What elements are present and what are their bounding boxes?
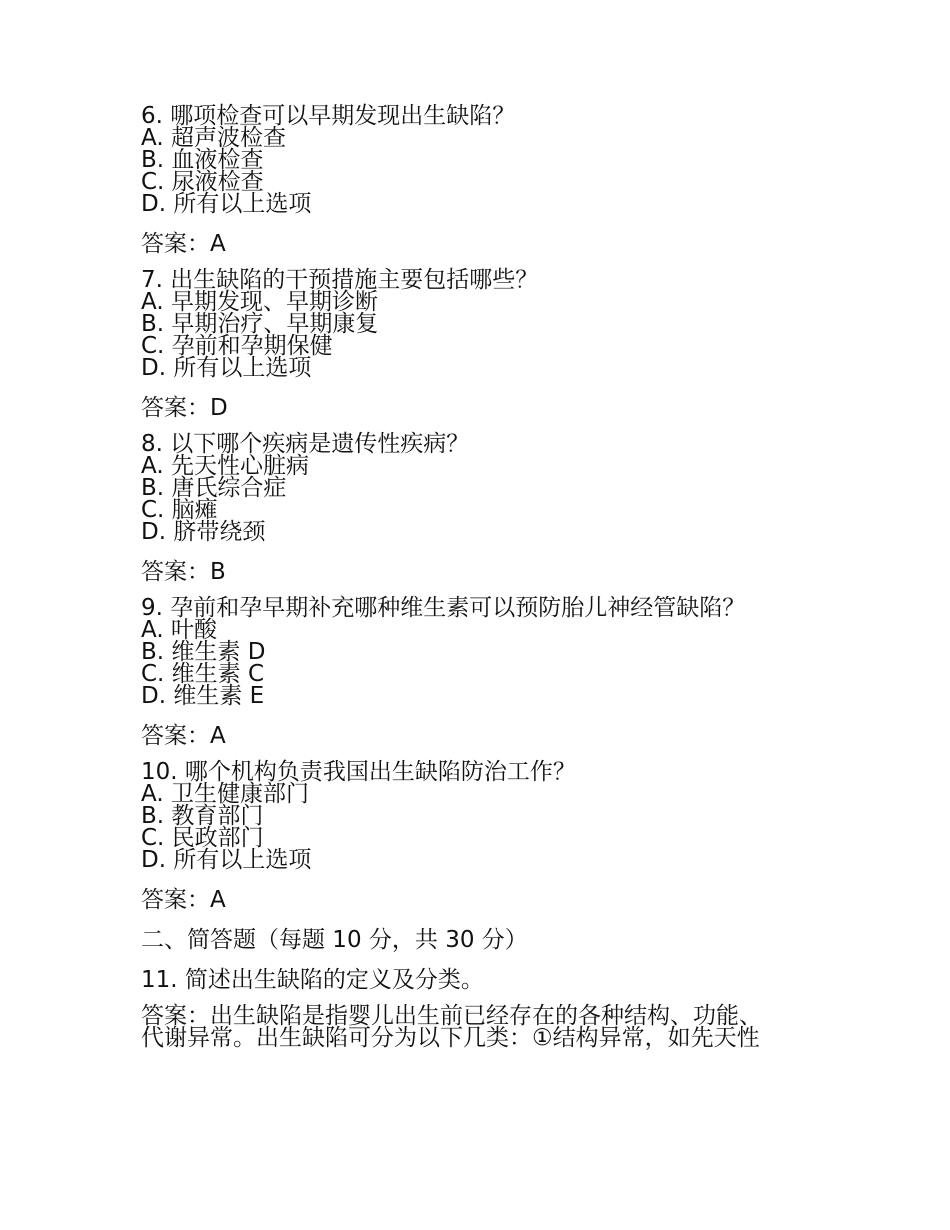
question-8	[141, 433, 841, 587]
option-c: C. 维生素 C	[141, 661, 265, 687]
answer-line: 答案：A	[141, 723, 226, 749]
short-answer-question: 11. 简述出生缺陷的定义及分类。	[141, 967, 484, 993]
option-d: D. 维生素 E	[141, 683, 265, 709]
option-c: C. 脑瘫	[141, 497, 218, 523]
question-10	[141, 761, 841, 915]
answer-paragraph-line: 代谢异常。出生缺陷可分为以下几类：①结构异常，如先天性	[141, 1025, 760, 1051]
answer-paragraph-line: 答案：出生缺陷是指婴儿出生前已经存在的各种结构、功能、	[141, 1003, 762, 1029]
option-b: B. 早期治疗、早期康复	[141, 311, 379, 337]
question-7	[141, 269, 841, 423]
question-text: 9. 孕前和孕早期补充哪种维生素可以预防胎儿神经管缺陷？	[141, 595, 746, 621]
option-d: D. 所有以上选项	[141, 847, 312, 873]
option-b: B. 血液检查	[141, 147, 264, 173]
option-c: C. 尿液检查	[141, 169, 264, 195]
option-a: A. 早期发现、早期诊断	[141, 289, 378, 315]
answer-paragraph	[141, 1005, 841, 1049]
option-d: D. 所有以上选项	[141, 191, 312, 217]
document-page	[141, 105, 841, 1049]
option-c: C. 民政部门	[141, 825, 264, 851]
question-9	[141, 597, 841, 751]
answer-line: 答案：D	[141, 395, 228, 421]
question-text: 8. 以下哪个疾病是遗传性疾病？	[141, 431, 470, 457]
option-a: A. 先天性心脏病	[141, 453, 309, 479]
option-b: B. 维生素 D	[141, 639, 266, 665]
option-b: B. 唐氏综合症	[141, 475, 287, 501]
question-text: 10. 哪个机构负责我国出生缺陷防治工作？	[141, 759, 576, 785]
option-d: D. 脐带绕颈	[141, 519, 266, 545]
option-a: A. 超声波检查	[141, 125, 286, 151]
section-title: 二、简答题（每题 10 分，共 30 分）	[141, 927, 528, 953]
option-a: A. 卫生健康部门	[141, 781, 309, 807]
option-d: D. 所有以上选项	[141, 355, 312, 381]
answer-line: 答案：A	[141, 887, 226, 913]
question-text: 6. 哪项检查可以早期发现出生缺陷？	[141, 103, 516, 129]
option-a: A. 叶酸	[141, 617, 217, 643]
answer-line: 答案：B	[141, 559, 226, 585]
question-6	[141, 105, 841, 259]
option-c: C. 孕前和孕期保健	[141, 333, 333, 359]
option-b: B. 教育部门	[141, 803, 264, 829]
question-text: 7. 出生缺陷的干预措施主要包括哪些？	[141, 267, 539, 293]
answer-line: 答案：A	[141, 231, 226, 257]
